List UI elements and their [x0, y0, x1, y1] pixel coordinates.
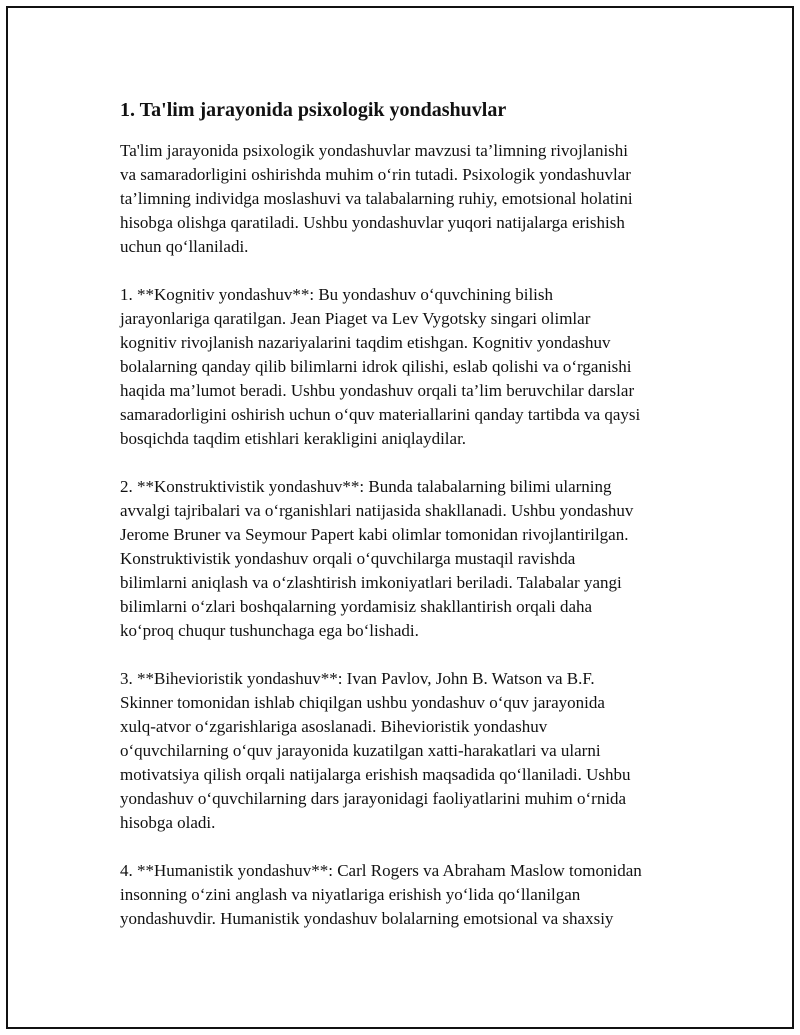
- text-line: va samaradorligini oshirishda muhim o‘rin tutadi. Psixologik yondashuvlar: [120, 165, 631, 184]
- paragraph-intro: [120, 139, 696, 259]
- text-line: o‘quvchilarning o‘quv jarayonida kuzatilgan xatti-harakatlari va ularni: [120, 741, 601, 760]
- text-line: ko‘proq chuqur tushunchaga ega bo‘lishadi.: [120, 621, 419, 640]
- text-line: 3. **Bihevioristik yondashuv**: Ivan Pavlov, John B. Watson va B.F.: [120, 669, 595, 688]
- text-line: avvalgi tajribalari va o‘rganishlari natijasida shakllanadi. Ushbu yondashuv: [120, 501, 634, 520]
- text-line: yondashuv o‘quvchilarning dars jarayonidagi faoliyatlarini muhim o‘rnida: [120, 789, 627, 808]
- text-line: bilimlarni aniqlash va o‘zlashtirish imkoniyatlari beriladi. Talabalar yangi: [120, 573, 622, 592]
- text-line: yondashuvdir. Humanistik yondashuv bolalarning emotsional va shaxsiy: [120, 909, 614, 928]
- paragraph-constructivist: [120, 475, 696, 643]
- text-line: uchun qo‘llaniladi.: [120, 237, 249, 256]
- text-line: Jerome Bruner va Seymour Papert kabi olimlar tomonidan rivojlantirilgan.: [120, 525, 629, 544]
- text-line: insonning o‘zini anglash va niyatlariga erishish yo‘lida qo‘llanilgan: [120, 885, 581, 904]
- text-line: Ta'lim jarayonida psixologik yondashuvlar mavzusi ta’limning rivojlanishi: [120, 141, 629, 160]
- text-line: samaradorligini oshirish uchun o‘quv materiallarini qanday tartibda va qaysi: [120, 405, 641, 424]
- text-line: ta’limning individga moslashuvi va talabalarning ruhiy, emotsional holatini: [120, 189, 633, 208]
- text-line: Konstruktivistik yondashuv orqali o‘quvchilarga mustaqil ravishda: [120, 549, 576, 568]
- text-line: haqida ma’lumot beradi. Ushbu yondashuv orqali ta’lim beruvchilar darslar: [120, 381, 635, 400]
- text-line: 2. **Konstruktivistik yondashuv**: Bunda talabalarning bilimi ularning: [120, 477, 612, 496]
- text-line: Skinner tomonidan ishlab chiqilgan ushbu yondashuv o‘quv jarayonida: [120, 693, 605, 712]
- document-title: 1. Ta'lim jarayonida psixologik yondashuvlar: [120, 99, 507, 121]
- paragraph-behaviorist: [120, 667, 696, 835]
- paragraph-cognitive: [120, 283, 696, 451]
- text-line: jarayonlariga qaratilgan. Jean Piaget va Lev Vygotsky singari olimlar: [120, 309, 591, 328]
- text-line: bolalarning qanday qilib bilimlarni idrok qilishi, eslab qolishi va o‘rganishi: [120, 357, 632, 376]
- text-line: hisobga olishga qaratiladi. Ushbu yondashuvlar yuqori natijalarga erishish: [120, 213, 625, 232]
- document-content: [120, 97, 696, 955]
- text-line: 1. **Kognitiv yondashuv**: Bu yondashuv o‘quvchining bilish: [120, 285, 554, 304]
- text-line: bosqichda taqdim etishlari kerakligini aniqlaydilar.: [120, 429, 467, 448]
- text-line: bilimlarni o‘zlari boshqalarning yordamisiz shakllantirish orqali daha: [120, 597, 593, 616]
- text-line: xulq-atvor o‘zgarishlariga asoslanadi. Bihevioristik yondashuv: [120, 717, 548, 736]
- text-line: hisobga oladi.: [120, 813, 216, 832]
- document-page: [6, 6, 794, 1029]
- text-line: motivatsiya qilish orqali natijalarga erishish maqsadida qo‘llaniladi. Ushbu: [120, 765, 631, 784]
- text-line: kognitiv rivojlanish nazariyalarini taqdim etishgan. Kognitiv yondashuv: [120, 333, 611, 352]
- text-line: 4. **Humanistik yondashuv**: Carl Rogers va Abraham Maslow tomonidan: [120, 861, 642, 880]
- paragraph-humanistic: [120, 859, 696, 931]
